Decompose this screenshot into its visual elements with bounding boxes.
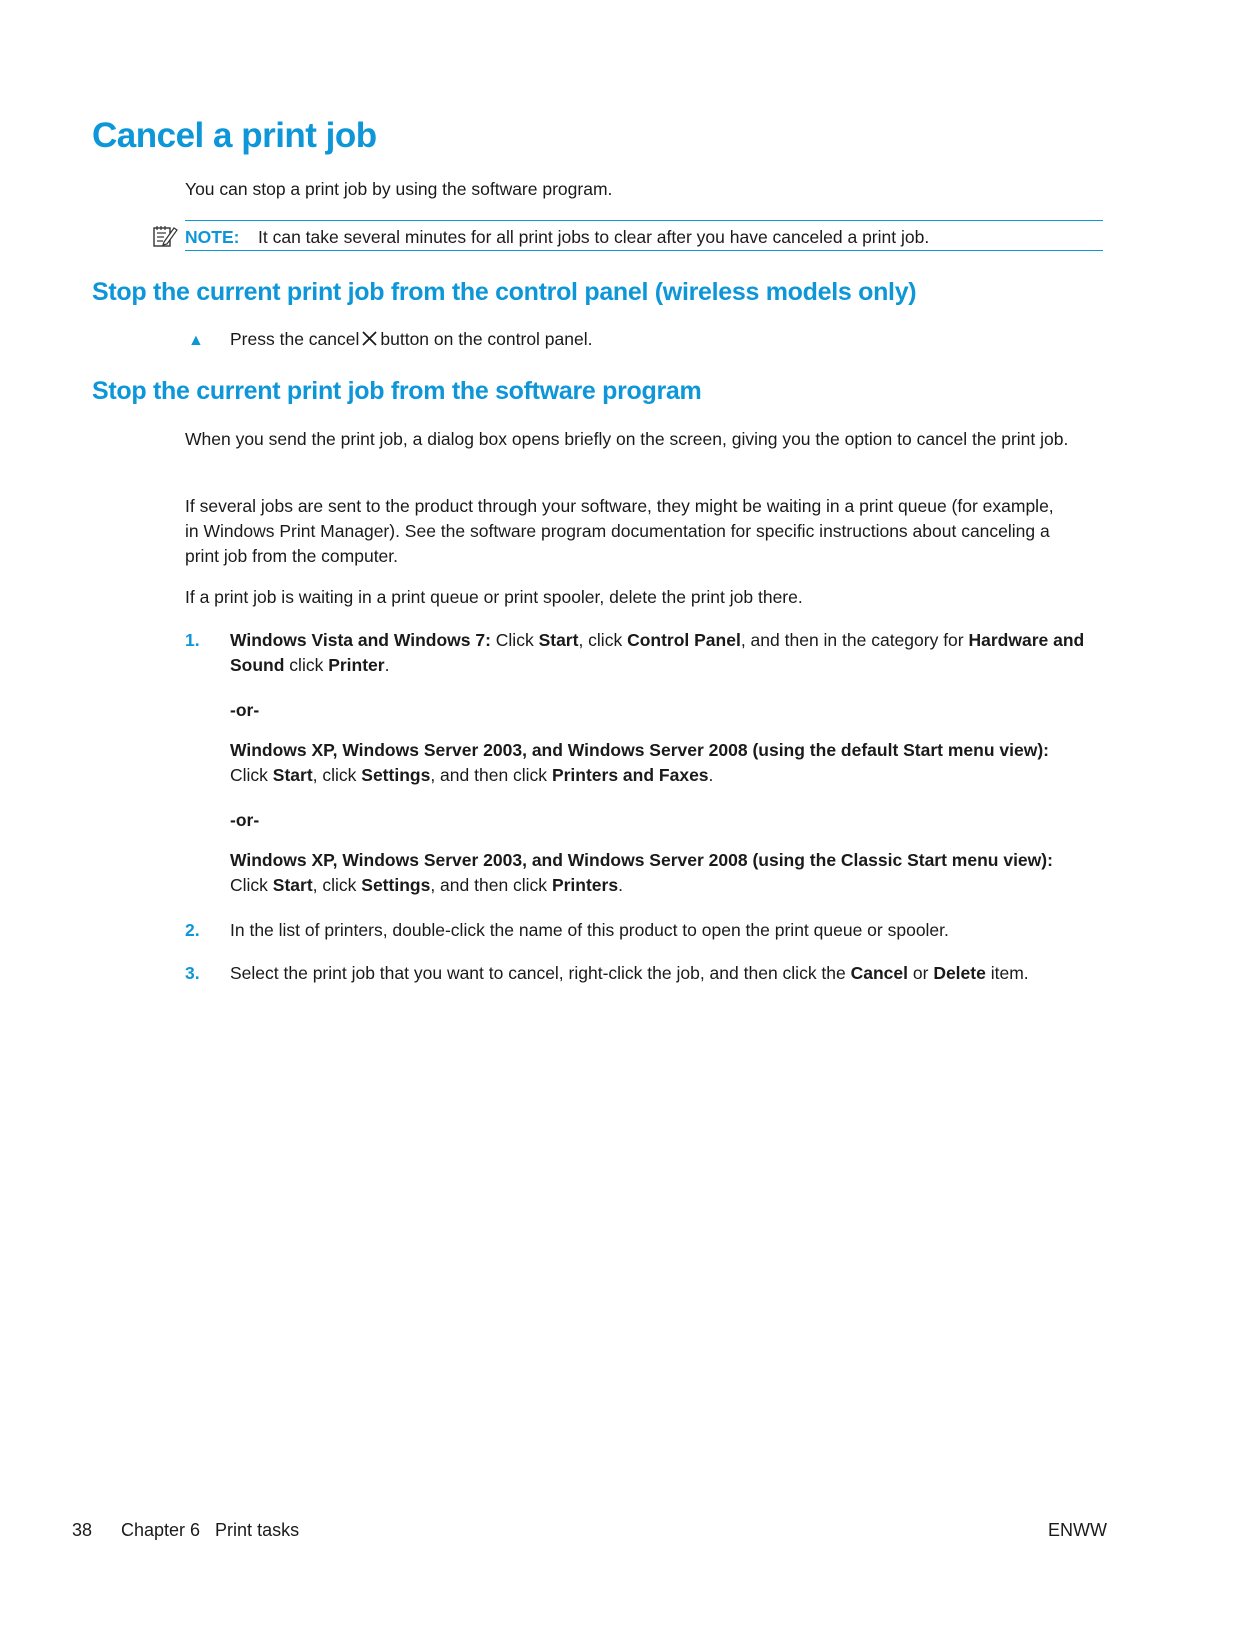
cancel-instruction-start: Press the cancel [230,329,360,349]
note-text: It can take several minutes for all print jobs to clear after you have canceled a print job. [258,227,930,247]
triangle-bullet-icon: ▲ [188,332,204,349]
page-number: 38 [72,1520,93,1540]
section-heading-control-panel: Stop the current print job from the control panel (wireless models only) [92,278,917,306]
step-3-number: 3. [185,963,200,983]
section-heading-software: Stop the current print job from the software program [92,377,702,405]
cancel-instruction [230,327,592,352]
note-top-rule [185,220,1103,221]
footer-enww: ENWW [1048,1520,1107,1540]
step-1-vista-label: Windows Vista and Windows 7: [230,630,491,650]
step-1-or-1: -or- [230,700,260,720]
software-para-1: When you send the print job, a dialog box opens briefly on the screen, giving you the option to cancel the print job. [185,429,1069,449]
cancel-x-icon [361,329,378,346]
step-1-windows-xp-default: Windows XP, Windows Server 2003, and Windows Server 2008 (using the default Start menu view): Click Start, click Settings, and then click Printers and Faxes. [230,740,1049,785]
step-1-number: 1. [185,630,200,650]
step-3-text: Select the print job that you want to cancel, right-click the job, and then click the Cancel or Delete item. [230,963,1029,983]
note-label: NOTE: [185,227,240,247]
page-title: Cancel a print job [92,116,377,155]
cancel-instruction-end: button on the control panel. [380,329,593,349]
step-1-or-2: -or- [230,810,260,830]
step-1-windows-xp-classic: Windows XP, Windows Server 2003, and Windows Server 2008 (using the Classic Start menu view): Click Start, click Settings, and then click Printers. [230,850,1053,895]
step-2-text: In the list of printers, double-click the name of this product to open the print queue or spooler. [230,920,949,940]
step-1-xp-default-label: Windows XP, Windows Server 2003, and Windows Server 2008 (using the default Start menu view): [230,740,1049,760]
software-para-3: If a print job is waiting in a print queue or print spooler, delete the print job there. [185,587,803,607]
step-2-number: 2. [185,920,200,940]
intro-text: You can stop a print job by using the software program. [185,179,613,199]
note-bottom-rule [185,250,1103,251]
step-1-xp-classic-label: Windows XP, Windows Server 2003, and Windows Server 2008 (using the Classic Start menu view): [230,850,1053,870]
note-icon [152,224,178,250]
footer-chapter: Chapter 6 Print tasks [121,1520,300,1540]
software-para-2: If several jobs are sent to the product through your software, they might be waiting in a print queue (for example, in Windows Print Manager). See the software program documentation for specific instructions about canceling a print job from the computer. [185,496,1054,566]
step-1-windows-vista: Windows Vista and Windows 7: Click Start, click Control Panel, and then in the category for Hardware and Sound click Printer. [230,630,1085,675]
